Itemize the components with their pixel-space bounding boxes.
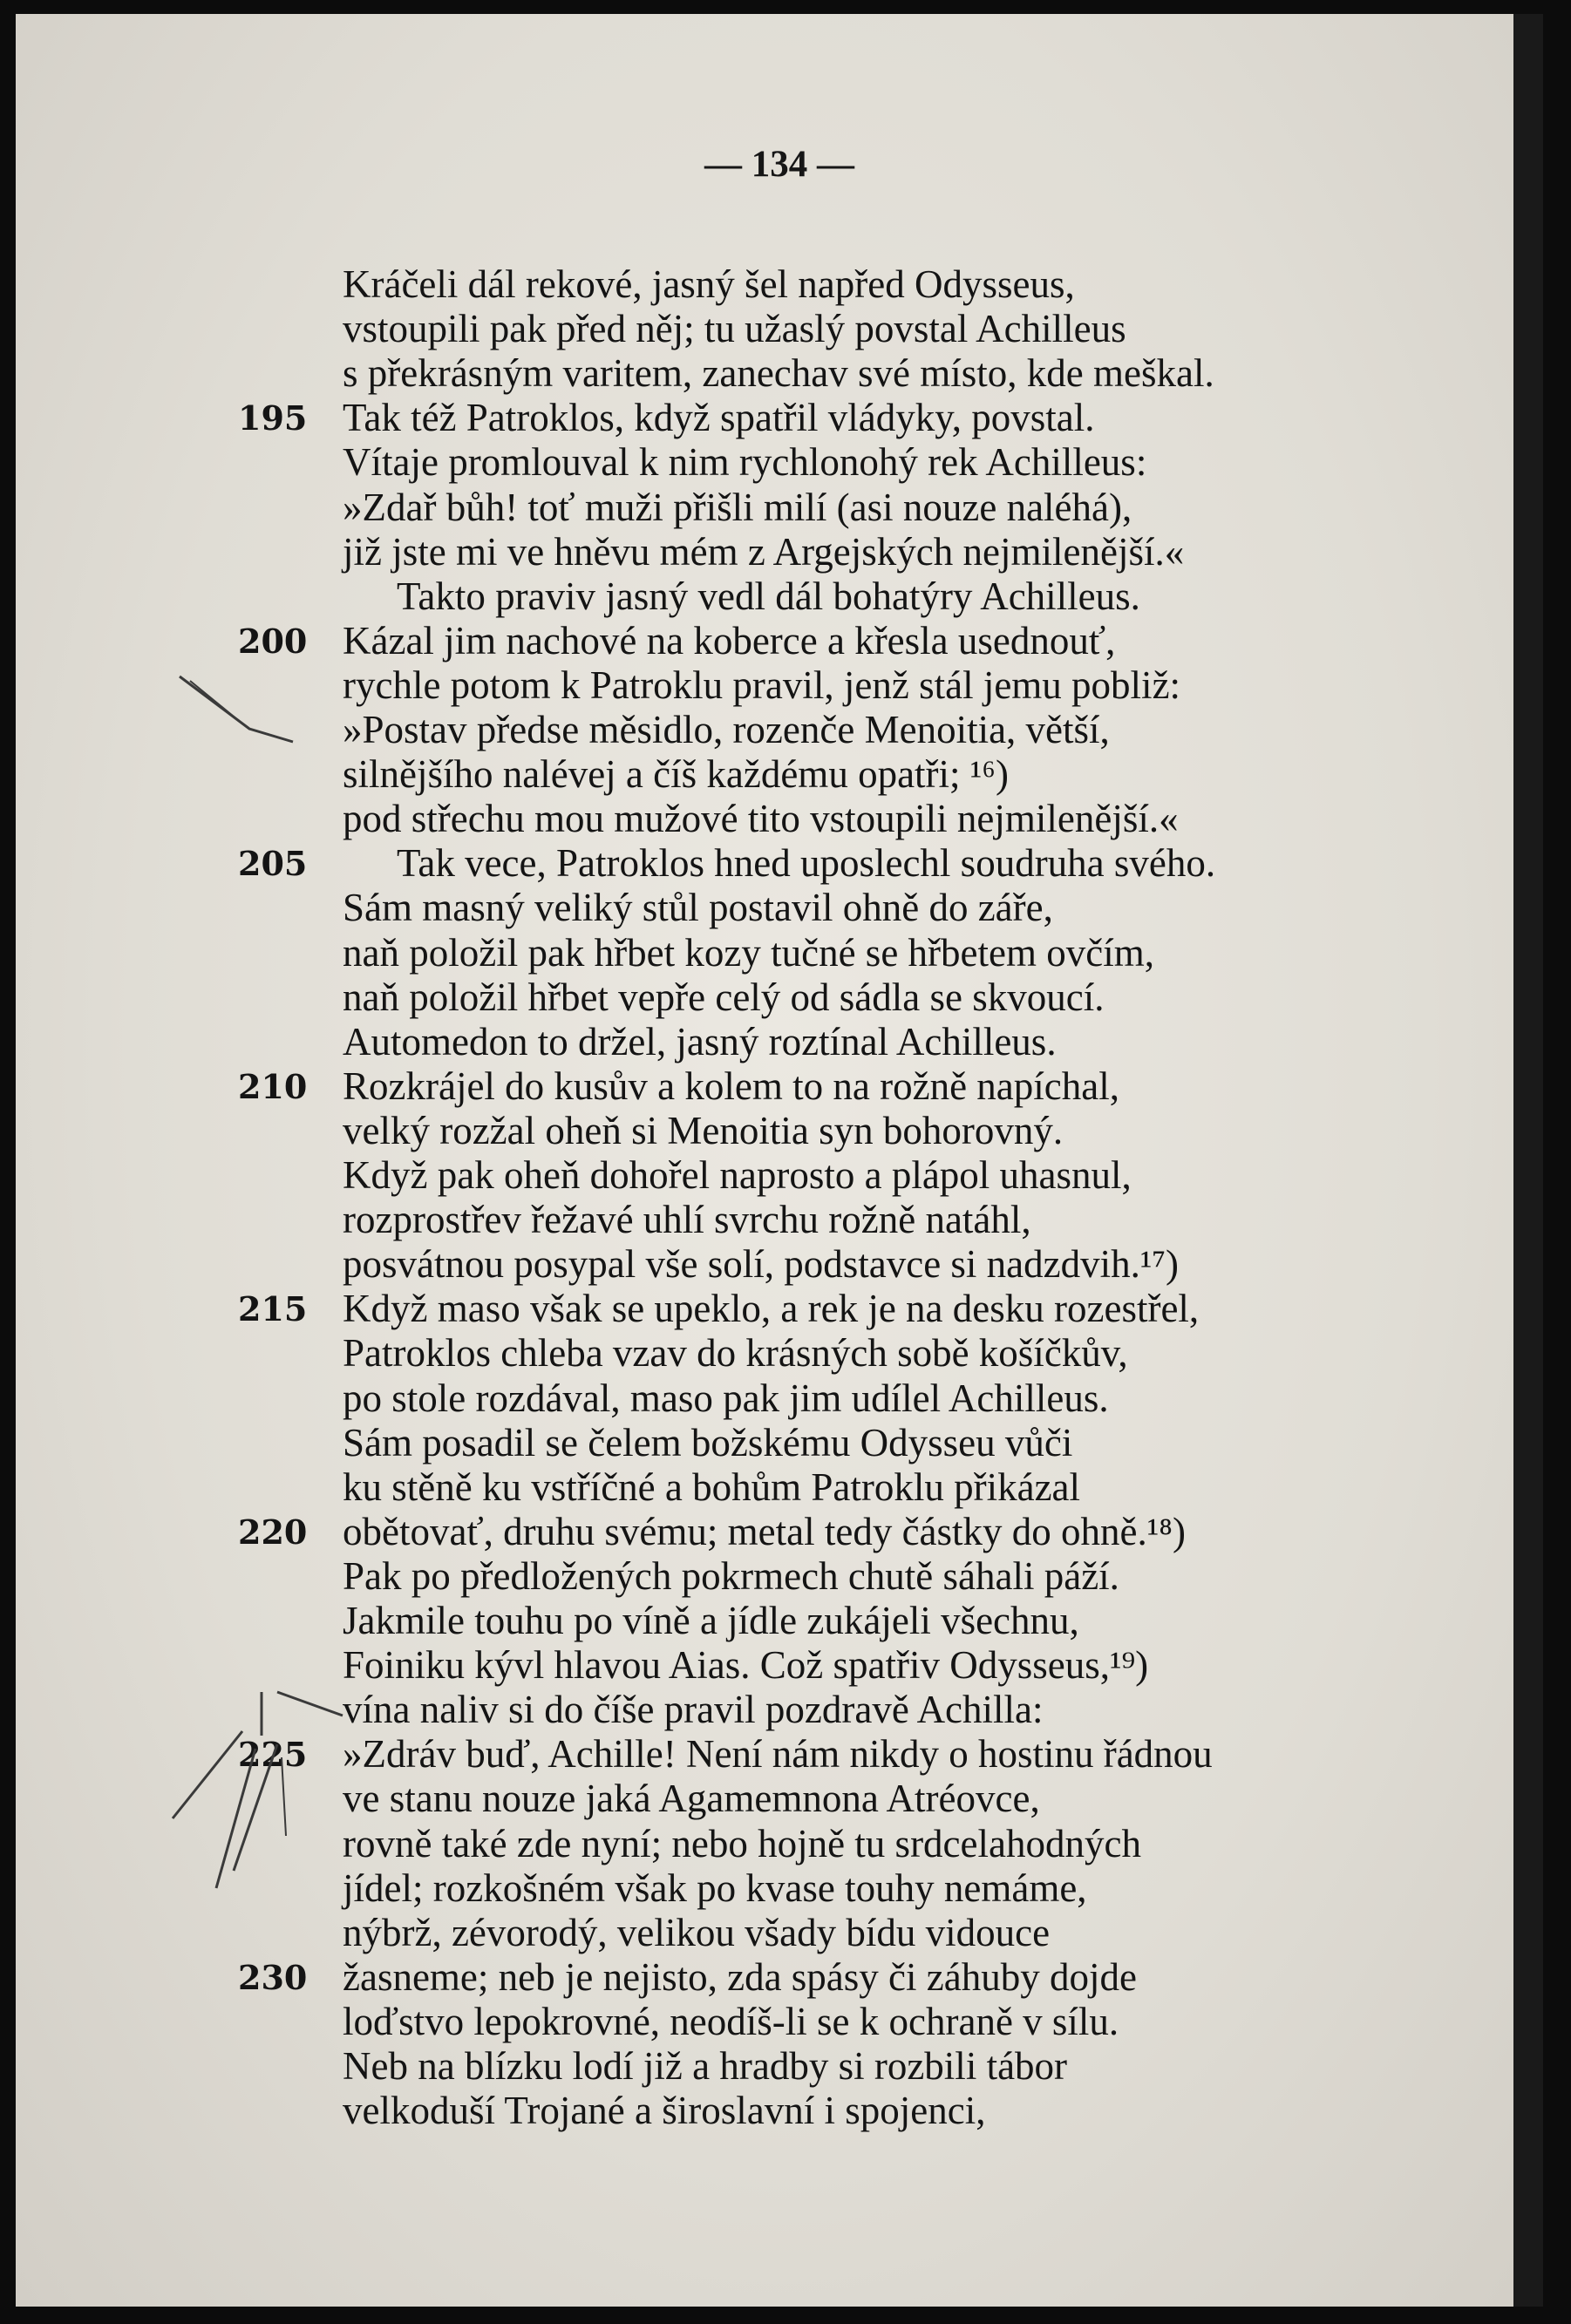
verse-text: velký rozžal oheň si Menoitia syn bohorovný. (343, 1108, 1064, 1152)
verse-text: ku stěně ku vstříčné a bohům Patroklu přikázal (343, 1464, 1081, 1509)
line-number: 200 (238, 621, 308, 661)
verse-line (16, 1822, 1543, 1866)
line-number: 230 (238, 1957, 308, 1997)
verse-line (16, 841, 1543, 886)
verse-line (16, 1510, 1543, 1554)
verse-text: Kázal jim nachové na koberce a křesla usednouť, (343, 618, 1116, 663)
verse-line (16, 975, 1543, 1020)
verse-line (16, 351, 1543, 396)
line-number: 225 (238, 1735, 308, 1775)
verse-text: Foiniku kývl hlavou Aias. Což spatřiv Odysseus,¹⁹) (343, 1643, 1149, 1688)
verse-line (16, 530, 1543, 574)
verse-line (16, 1109, 1543, 1153)
verse-text: obětovať, druhu svému; metal tedy částky do ohně.¹⁸) (343, 1509, 1186, 1553)
verse-line (16, 619, 1543, 663)
verse-text: silnějšího nalévej a číš každému opatři; ¹⁶) (343, 752, 1009, 797)
line-number: 195 (238, 398, 308, 438)
verse-text: Sám posadil se čelem božskému Odysseu vůči (343, 1420, 1073, 1464)
verse-line (16, 307, 1543, 351)
verse-line (16, 1287, 1543, 1331)
line-number: 215 (238, 1289, 308, 1329)
verse-line (16, 1242, 1543, 1287)
verse-text: Neb na blízku lodí již a hradby si rozbili tábor (343, 2044, 1068, 2088)
verse-line (16, 1421, 1543, 1465)
verse-text: Rozkrájel do kusův a kolem to na rožně napíchal, (343, 1063, 1119, 1108)
verse-text: posvátnou posypal vše solí, podstavce si nadzdvih.¹⁷) (343, 1242, 1180, 1287)
book-page (16, 14, 1543, 2307)
verse-line (16, 1688, 1543, 1732)
verse-text: vstoupili pak před něj; tu užaslý povstal Achilleus (343, 307, 1126, 351)
verse-text: Jakmile touhu po víně a jídle zukájeli všechnu, (343, 1599, 1079, 1642)
verse-line (16, 486, 1543, 530)
verse-line (16, 2000, 1543, 2044)
line-number: 210 (238, 1066, 308, 1106)
verse-line (16, 1911, 1543, 1955)
verse-line (16, 1153, 1543, 1198)
page-edge (1513, 14, 1543, 2307)
verse-text: Když maso však se upeklo, a rek je na desku rozestřel, (343, 1287, 1200, 1331)
line-number: 205 (238, 844, 308, 884)
verse-line (16, 1376, 1543, 1421)
verse-text: již jste mi ve hněvu mém z Argejských nejmilenější.« (343, 529, 1185, 574)
verse-line (16, 1866, 1543, 1911)
verse-text: po stole rozdával, maso pak jim udílel Achilleus. (343, 1376, 1109, 1420)
verse-line (16, 797, 1543, 841)
verse-line (16, 708, 1543, 752)
verse-line (16, 752, 1543, 797)
page-number: — 134 — (704, 144, 854, 185)
verse-text: Tak též Patroklos, když spatřil vládyky, povstal. (343, 396, 1095, 440)
verse-line (16, 2044, 1543, 2089)
verse-line (16, 1732, 1543, 1777)
verse-text: Patroklos chleba vzav do krásných sobě košíčkův, (343, 1331, 1128, 1376)
verse-text: naň položil pak hřbet kozy tučné se hřbetem ovčím, (343, 930, 1154, 975)
verse-text: Automedon to držel, jasný roztínal Achilleus. (343, 1019, 1057, 1063)
verse-text: Pak po předložených pokrmech chutě sáhali páží. (343, 1553, 1119, 1598)
verse-line (16, 1331, 1543, 1376)
verse-text: »Zdráv buď, Achille! Není nám nikdy o hostinu řádnou (343, 1732, 1213, 1777)
verse-line (16, 1198, 1543, 1242)
verse-line (16, 1465, 1543, 1510)
verse-text: rychle potom k Patroklu pravil, jenž stál jemu pobliž: (343, 663, 1181, 707)
verse-line (16, 886, 1543, 930)
verse-text: naň položil hřbet vepře celý od sádla se skvoucí. (343, 975, 1105, 1019)
verse-text: pod střechu mou mužové tito vstoupili nejmilenější.« (343, 797, 1179, 841)
verse-line (16, 663, 1543, 708)
verse-text: »Postav předse měsidlo, rozenče Menoitia, větší, (343, 708, 1110, 751)
verse-line (16, 1955, 1543, 2000)
verse-line (16, 1599, 1543, 1643)
verse-line (16, 262, 1543, 307)
verse-text: Kráčeli dál rekové, jasný šel napřed Odysseus, (343, 262, 1075, 306)
verse-text: ve stanu nouze jaká Agamemnona Atréovce, (343, 1777, 1040, 1821)
verse-line (16, 1554, 1543, 1599)
verse-text: rozprostřev řežavé uhlí svrchu rožně natáhl, (343, 1198, 1031, 1242)
verse-text: »Zdař bůh! toť muži přišli milí (asi nouze naléhá), (343, 485, 1132, 529)
verse-line (16, 1064, 1543, 1109)
verse-text: jídel; rozkošném však po kvase touhy nemáme, (343, 1865, 1087, 1910)
verse-text: Vítaje promlouval k nim rychlonohý rek Achilleus: (343, 440, 1147, 485)
verse-line (16, 396, 1543, 440)
verse-line (16, 1020, 1543, 1064)
verse-text: nýbrž, zévorodý, velikou všady bídu vidouce (343, 1910, 1051, 1954)
verse-line (16, 931, 1543, 975)
verse-text: žasneme; neb je nejisto, zda spásy či záhuby dojde (343, 1954, 1137, 1999)
verse-text: velkoduší Trojané a široslavní i spojenci, (343, 2089, 986, 2133)
verse-text: s překrásným varitem, zanechav své místo, kde meškal. (343, 351, 1214, 396)
verse-text: Sám masný veliký stůl postavil ohně do záře, (343, 886, 1053, 930)
verse-line (16, 1643, 1543, 1688)
verse-text: loďstvo lepokrovné, neodíš-li se k ochraně v sílu. (343, 1999, 1119, 2043)
verse-line (16, 1777, 1543, 1821)
verse-line (16, 2089, 1543, 2133)
verse-text: Takto praviv jasný vedl dál bohatýry Achilleus. (397, 574, 1140, 618)
line-number: 220 (238, 1512, 308, 1552)
verse-text: rovně také zde nyní; nebo hojně tu srdcelahodných (343, 1821, 1141, 1865)
verse-line (16, 574, 1543, 619)
verse-line (16, 440, 1543, 485)
verse-text: Když pak oheň dohořel naprosto a plápol uhasnul, (343, 1153, 1132, 1197)
verse-text: vína naliv si do číše pravil pozdravě Achilla: (343, 1688, 1044, 1732)
verse-text: Tak vece, Patroklos hned uposlechl soudruha svého. (397, 841, 1216, 886)
